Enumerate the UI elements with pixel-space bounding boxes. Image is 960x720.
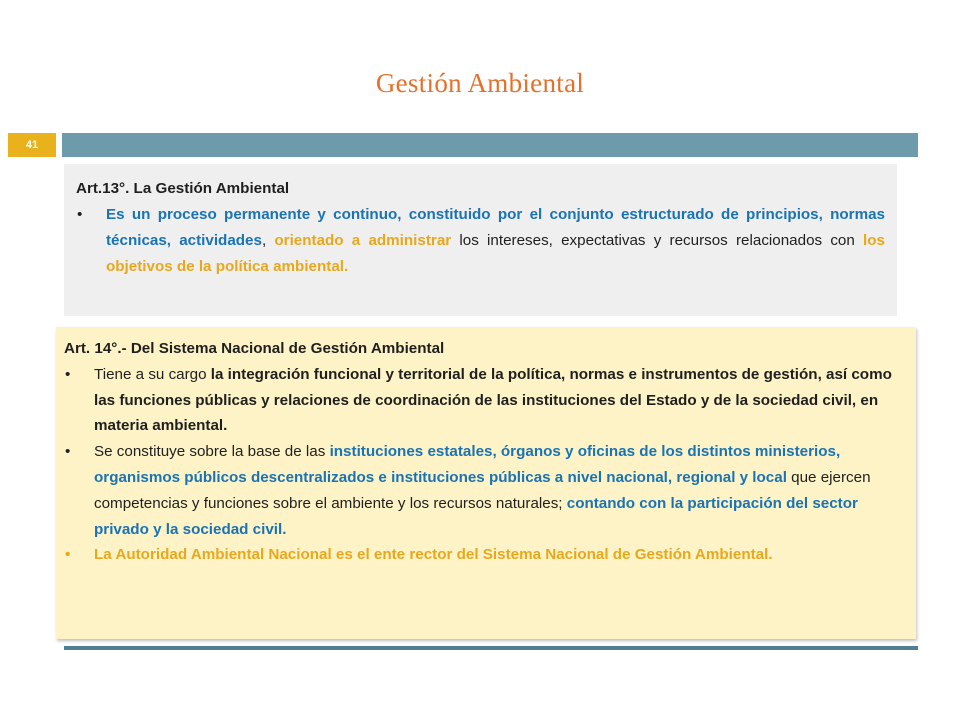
article-13-bullet-item	[76, 202, 885, 280]
article-14-b2-text-3: que ejercen competencias y funciones sobre el ambiente y los recursos naturales;	[94, 468, 871, 512]
bullet-icon: •	[65, 546, 71, 564]
footer-bar	[64, 646, 918, 650]
article-13-text-1: Es un proceso permanente y continuo, constituido por el conjunto estructurado de principios, normas técnicas, actividades	[106, 206, 885, 249]
header-bar	[62, 133, 918, 157]
article-14-bullet-1	[64, 362, 904, 439]
article-13-text-2: ,	[261, 232, 275, 249]
article-14-b1-text-2: la integración funcional y territorial de la política, normas e instrumentos de gestión, así como las funciones públicas y relaciones de coordinación de las instituciones del Estado y de la sociedad civil, en materia ambiental.	[94, 365, 892, 435]
bullet-icon: •	[77, 206, 83, 223]
article-14-b2-text-4: contando con la participación del sector privado y la sociedad civil.	[94, 494, 858, 538]
page-number: 41	[8, 133, 56, 157]
article-14-box	[56, 327, 916, 639]
bullet-icon: •	[65, 443, 71, 461]
article-13-text-3: orientado a administrar	[274, 232, 452, 249]
article-14-heading: Art. 14°.- Del Sistema Nacional de Gestión Ambiental	[64, 340, 445, 357]
article-13-text-4: los intereses, expectativas y recursos relacionados con	[451, 232, 864, 249]
article-14-bullet-2	[64, 439, 904, 542]
article-14-b2-text-2: instituciones estatales, órganos y oficinas de los distintos ministerios, organismos públicos descentralizados e instituciones públicas a nivel nacional, regional y local	[94, 443, 841, 486]
article-14-b1-text-1: Tiene a su cargo	[94, 365, 211, 383]
bullet-icon: •	[65, 365, 71, 383]
article-14-bullet-3	[64, 542, 904, 568]
article-13-box	[64, 164, 897, 316]
article-14-b2-text-1: Se constituye sobre la base de las	[94, 443, 330, 461]
article-13-text-5: los objetivos de la política ambiental.	[106, 232, 885, 275]
slide-title: Gestión Ambiental	[375, 68, 585, 98]
article-13-heading: Art.13°. La Gestión Ambiental	[76, 180, 290, 197]
article-14-b3-text: La Autoridad Ambiental Nacional es el ente rector del Sistema Nacional de Gestión Ambiental.	[94, 546, 773, 564]
